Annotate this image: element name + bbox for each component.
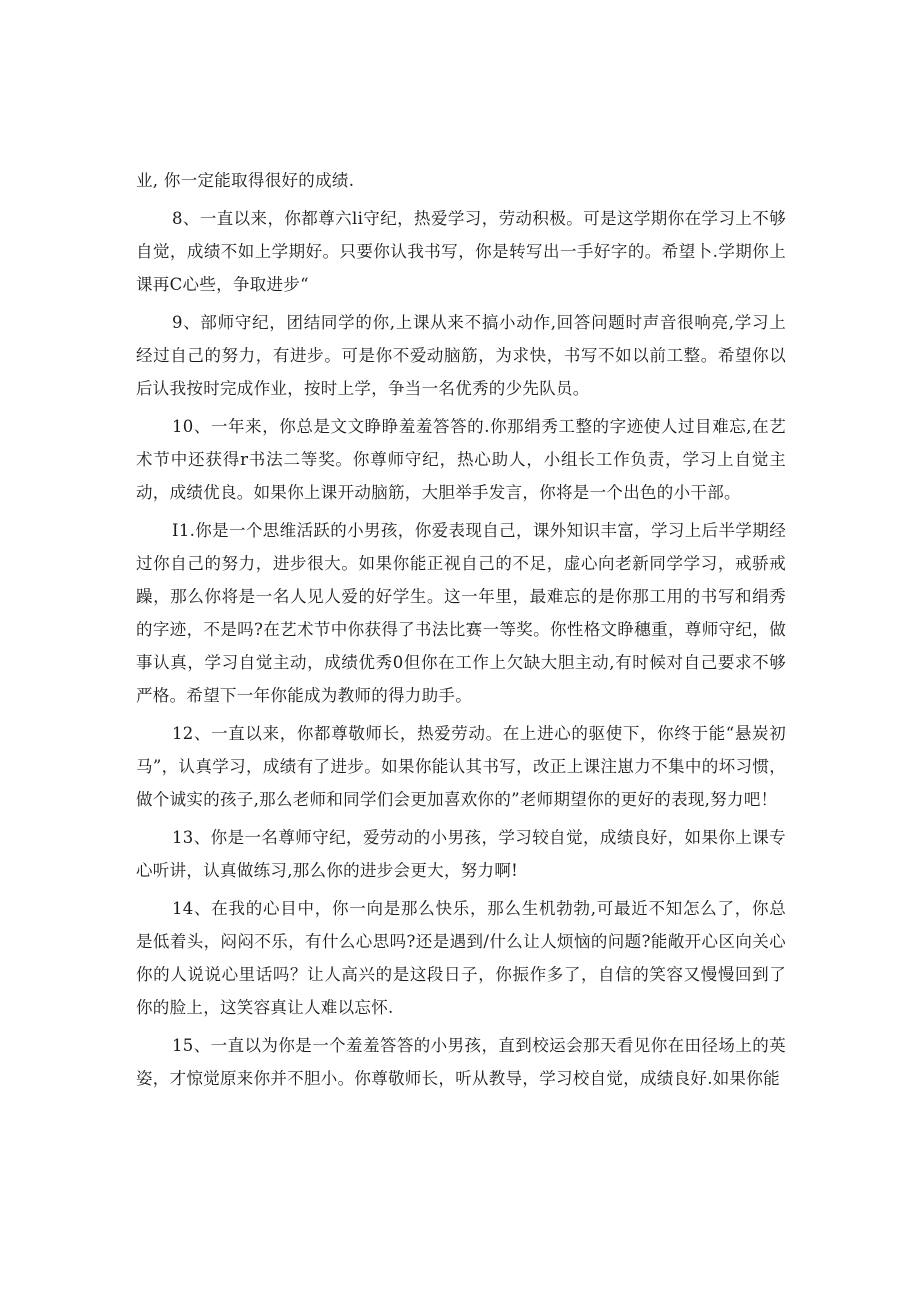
paragraph-8: 8、一直以来，你都尊六li守纪，热爱学习，劳动积极。可是这学期你在学习上不够自觉，成绩不如上学期好。只要你认我书写，你是转写出一手好字的。希望卜.学期你上课再C心些，争取进步“ xyxy=(136,209,786,294)
paragraph-11: I1.你是一个思维活跃的小男孩，你爱表现自己，课外知识丰富，学习上后半学期经过你自己的努力，进步很大。如果你能正视自己的不足，虚心向老新同学学习，戒骄戒躁，那么你将是一名人见人爱的好学生。这一年里，最难忘的是你那工用的书写和绢秀的字迹，不是吗?在艺术节中你获得了书法比赛一等奖。你性格文睁穗重，尊师守纪，做事认真，学习自觉主动，成绩优秀0但你在工作上欠缺大胆主动,有时候对自己要求不够严格。希望下一年你能成为教师的得力助手。 xyxy=(136,521,786,705)
paragraph-14: 14、在我的心目中，你一向是那么快乐，那么生机勃勃,可最近不知怎么了，你总是低着头，闷闷不乐，有什么心思吗?还是遇到/什么让人烦恼的问题?能敞开心区向关心你的人说说心里话吗？让人高兴的是这段日子，你振作多了，自信的笑容又慢慢回到了你的脸上，这笑容真让人难以忘怀. xyxy=(136,899,786,1017)
paragraph-12: 12、一直以来，你都尊敬师长，热爱劳动。在上进心的驱使下，你终于能“悬炭初马”，认真学习，成绩有了进步。如果你能认其书写，改正上课注崽力不集中的坏习惯，做个诚实的孩子,那么老师和同学们会更加喜欢你的”老师期望你的更好的表现,努力吧！ xyxy=(136,724,786,809)
document-body xyxy=(136,164,786,1100)
paragraph-10: 10、一年来，你总是文文睁睁羞羞答答的.你那绢秀工整的字迹使人过目难忘,在艺术节中还获得r书法二等奖。你尊师守纪，热心助人，小组长工作负责，学习上自觉主动，成绩优良。如果你上课开动脑筋，大胆举手发言，你将是一个出色的小干部。 xyxy=(136,417,786,502)
paragraph-15: 15、一直以为你是一个羞羞答答的小男孩，直到校运会那天看见你在田径场上的英姿，才惊觉原来你并不胆小。你尊敬师长，听从教导，学习校自觉，成绩良好.如果你能 xyxy=(136,1036,786,1088)
paragraph-13: 13、你是一名尊师守纪，爱劳动的小男孩，学习较自觉，成绩良好，如果你上课专心听讲，认真做练习,那么你的进步会更大，努力啊! xyxy=(136,828,786,880)
paragraph-9: 9、部师守纪，团结同学的你,上课从来不搞小动作,回答问题时声音很响亮,学习上经过自己的努力，有进步。可是你不爱动脑筋，为求快，书写不如以前工整。希望你以后认我按时完成作业，按时上学，争当一名优秀的少先队员。 xyxy=(136,313,786,398)
paragraph-0: 业, 你一定能取得很好的成绩. xyxy=(136,171,355,190)
